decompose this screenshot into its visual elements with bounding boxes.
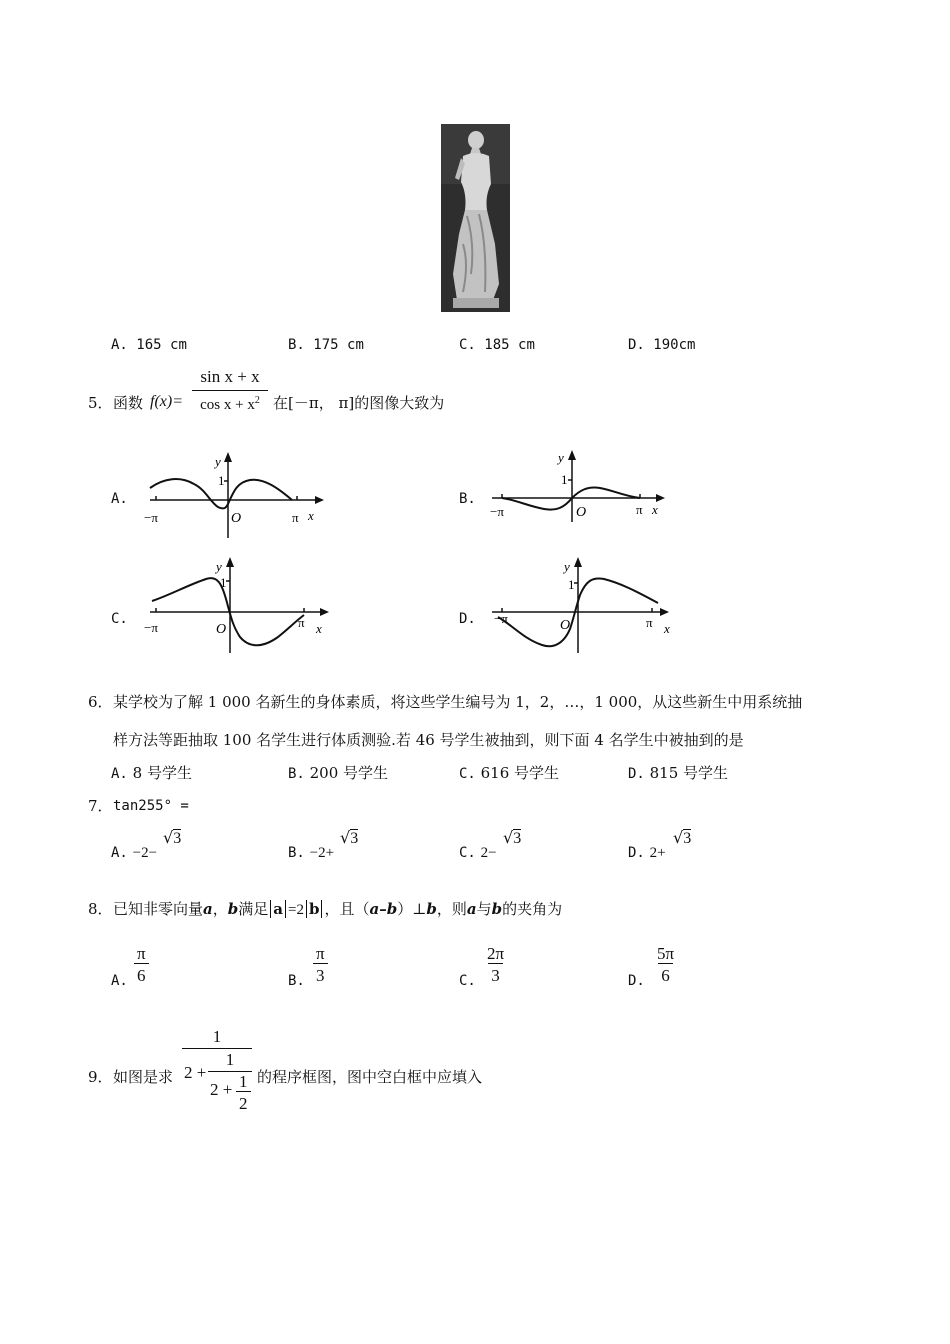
q7-option-b-root: √3 bbox=[340, 828, 359, 847]
q7-number: 7． bbox=[88, 797, 113, 815]
pi-label: π bbox=[292, 510, 299, 525]
y-arrow bbox=[224, 452, 232, 462]
q8-option-d-letter[interactable]: D. bbox=[628, 973, 645, 989]
pi-label: π bbox=[636, 502, 643, 517]
q7-option-a-root: √3 bbox=[163, 828, 182, 847]
x-arrow bbox=[660, 608, 669, 616]
q5-option-a-label[interactable]: A. bbox=[111, 491, 128, 507]
x-label: x bbox=[316, 621, 322, 636]
y-arrow bbox=[574, 557, 582, 567]
q6-number: 6． bbox=[88, 693, 113, 711]
q7-option-b[interactable]: B. −2+ bbox=[288, 845, 335, 861]
q5-func: f(x)= bbox=[150, 393, 183, 410]
q9-number: 9． bbox=[88, 1068, 113, 1086]
origin-label: O bbox=[576, 505, 587, 520]
q8-option-d-frac[interactable]: $\frac{5\pi}{6}$ bbox=[657, 944, 675, 985]
q6-option-a[interactable]: A. 8 号学生 bbox=[111, 764, 192, 782]
q8-option-b-letter[interactable]: B. bbox=[288, 973, 305, 989]
q6-option-c[interactable]: C. 616 号学生 bbox=[459, 764, 560, 782]
x-label: x bbox=[652, 502, 658, 517]
graph-b[interactable] bbox=[488, 450, 678, 540]
q4-option-b[interactable]: B. 175 cm bbox=[288, 337, 364, 353]
q9-continued-fraction: 1 2 + 1 2 + $\frac{1}{2}$ bbox=[182, 1026, 252, 1121]
q8-stem: 已知非零向量a，b满足 a =2 b ，且（a–b）⊥b，则a与b的夹角为 bbox=[113, 900, 563, 918]
q7-option-d-root: √3 bbox=[673, 828, 692, 847]
one-label: 1 bbox=[220, 575, 227, 590]
q5-number: 5． bbox=[88, 394, 113, 412]
q7-option-c-root: √3 bbox=[503, 828, 522, 847]
q5-fraction bbox=[192, 366, 268, 415]
q7-text: tan255° = bbox=[113, 798, 189, 814]
q5-prefix: 函数 bbox=[113, 394, 144, 412]
q5-suffix: 在[－π， π]的图像大致为 bbox=[273, 394, 445, 412]
q9-suffix: 的程序框图，图中空白框中应填入 bbox=[257, 1068, 483, 1086]
neg-pi-label: −π bbox=[494, 611, 508, 626]
q9-prefix: 如图是求 bbox=[113, 1068, 174, 1086]
q6-line2: 样方法等距抽取 100 名学生进行体质测验.若 46 号学生被抽到，则下面 4 名学生中被抽到的是 bbox=[113, 731, 744, 749]
origin-label: O bbox=[560, 618, 571, 633]
x-arrow bbox=[656, 494, 665, 502]
y-label: y bbox=[215, 454, 221, 469]
graph-c[interactable] bbox=[140, 555, 330, 655]
one-label: 1 bbox=[561, 472, 568, 487]
pi-label: π bbox=[298, 615, 305, 630]
q7-option-d[interactable]: D. 2+ bbox=[628, 845, 666, 861]
q8-number: 8． bbox=[88, 900, 113, 918]
y-label: y bbox=[564, 559, 570, 574]
q5-option-b-label[interactable]: B. bbox=[459, 491, 476, 507]
one-label: 1 bbox=[568, 577, 575, 592]
q4-option-a[interactable]: A. 165 cm bbox=[111, 337, 187, 353]
neg-pi-label: −π bbox=[144, 620, 158, 635]
origin-label: O bbox=[231, 511, 242, 526]
q8-option-a-letter[interactable]: A. bbox=[111, 973, 128, 989]
q5-option-c-label[interactable]: C. bbox=[111, 611, 128, 627]
y-arrow bbox=[226, 557, 234, 567]
pi-label: π bbox=[646, 615, 653, 630]
x-label: x bbox=[308, 508, 314, 523]
q8-option-b-frac[interactable]: $\frac{\pi}{3}$ bbox=[313, 944, 328, 985]
q8-option-c-letter[interactable]: C. bbox=[459, 973, 476, 989]
x-arrow bbox=[320, 608, 329, 616]
one-label: 1 bbox=[218, 473, 225, 488]
q6-line1: 某学校为了解 1 000 名新生的身体素质，将这些学生编号为 1，2，…，1 000，从这些新生中用系统抽 bbox=[113, 693, 803, 711]
q4-option-c[interactable]: C. 185 cm bbox=[459, 337, 535, 353]
statue-image bbox=[441, 124, 510, 312]
q4-option-d[interactable]: D. 190cm bbox=[628, 337, 696, 353]
q5-option-d-label[interactable]: D. bbox=[459, 611, 476, 627]
graph-a[interactable] bbox=[140, 450, 330, 540]
q6-option-b[interactable]: B. 200 号学生 bbox=[288, 764, 389, 782]
y-label: y bbox=[216, 559, 222, 574]
q5-numerator: sin x + x bbox=[192, 366, 268, 391]
graph-d[interactable] bbox=[488, 555, 678, 655]
q8-option-a-frac[interactable]: $\frac{\pi}{6}$ bbox=[134, 944, 149, 985]
neg-pi-label: −π bbox=[144, 510, 158, 525]
x-arrow bbox=[315, 496, 324, 504]
y-arrow bbox=[568, 450, 576, 460]
origin-label: O bbox=[216, 622, 227, 637]
q7-option-c[interactable]: C. 2− bbox=[459, 845, 497, 861]
neg-pi-label: −π bbox=[490, 504, 504, 519]
q5-denominator: $\cos x + x^2$ bbox=[200, 395, 260, 413]
q6-option-d[interactable]: D. 815 号学生 bbox=[628, 764, 729, 782]
q7-option-a[interactable]: A. −2− bbox=[111, 845, 158, 861]
x-label: x bbox=[664, 621, 670, 636]
y-label: y bbox=[558, 450, 564, 465]
q8-option-c-frac[interactable]: $\frac{2\pi}{3}$ bbox=[487, 944, 505, 985]
